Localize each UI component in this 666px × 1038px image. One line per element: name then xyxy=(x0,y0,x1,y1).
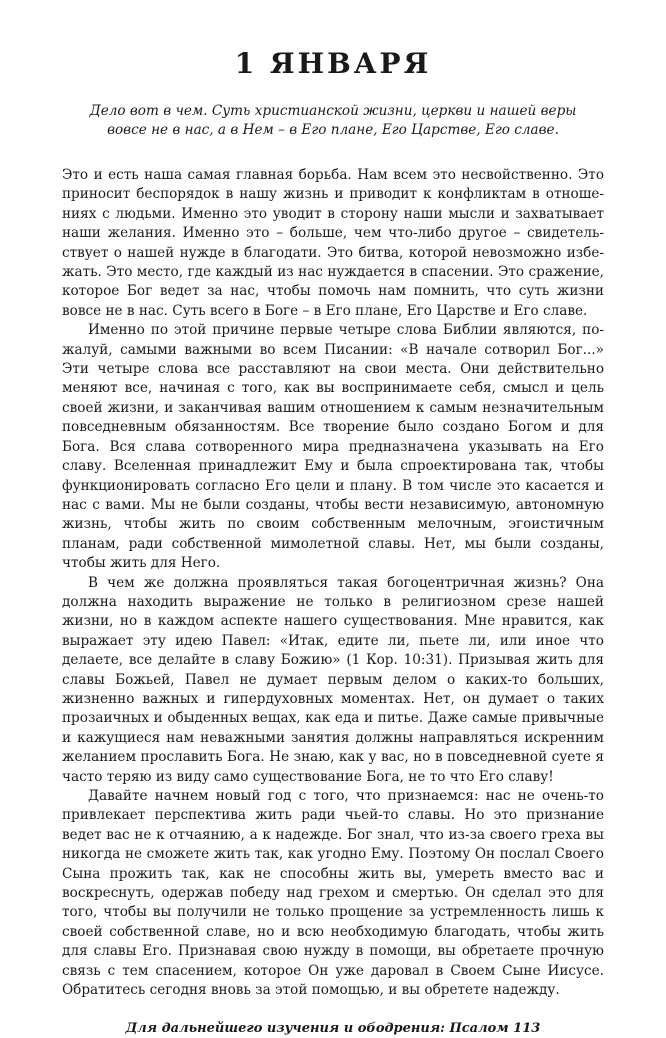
document-page xyxy=(62,44,604,1038)
paragraph-4: Давайте начнем новый год с того, что признаемся: нас не очень-то привлекает перспектива жить ради чьей-то славы. Но это признание ведет вас не к отчаянию, а к надежде. Бог знал, что из-за своего греха вы никогда не сможете жить так, как угодно Ему. Поэтому Он послал Своего Сына прожить так, как не способны жить вы, умереть вместо вас и воскреснуть, одержав победу над грехом и смертью. Он сделал это для того, чтобы вы получили не только прощение за устремленность лишь к своей собственной славе, но и всю необходимую благодать, чтобы жить для славы Его. Признавая свою нужду в помощи, вы обретаете прочную связь с тем спасением, которое Он уже даровал в Своем Сыне Иисусе. Обратитесь сегодня вновь за этой помощью, и вы обретете надежду. xyxy=(62,788,604,999)
further-study-note: Для дальнейшего изучения и ободрения: Псалом 113 xyxy=(125,1021,541,1037)
epigraph: Дело вот в чем. Суть христианской жизни, церкви и нашей веры вовсе не в нас, а в Нем – в Его плане, Его Царстве, Его славе. xyxy=(89,103,577,138)
body-text xyxy=(62,166,604,1000)
paragraph-1: Это и есть наша самая главная борьба. Нам всем это несвойственно. Это приносит беспорядок в нашу жизнь и приводит к конфликтам в отношениях с людьми. Именно это уводит в сторону наши мысли и захватывает наши желания. Именно это – больше, чем что-либо другое – свидетельствует о нашей нужде в благодати. Это битва, которой невозможно избежать. Это место, где каждый из нас нуждается в спасении. Это сражение, которое Бог ведет за нас, чтобы помочь нам помнить, что суть жизни вовсе не в нас. Суть всего в Боге – в Его плане, Его Царстве и Его славе. xyxy=(62,167,604,319)
paragraph-2: Именно по этой причине первые четыре слова Библии являются, пожалуй, самыми важными во всем Писании: «В начале сотворил Бог...» Эти четыре слова все расставляют на свои места. Они действительно меняют все, начиная с того, как вы воспринимаете себя, смысл и цель своей жизни, и заканчивая вашим отношением к самым незначительным повседневным обязанностям. Все творение было создано Богом и для Бога. Вся слава сотворенного мира предназначена указывать на Его славу. Вселенная принадлежит Ему и была спроектирована так, чтобы функционировать согласно Его цели и плану. В том числе это касается и нас с вами. Мы не были созданы, чтобы вести независимую, автономную жизнь, чтобы жить по своим собственным мелочным, эгоистичным планам, ради собственной мимолетной славы. Нет, мы были созданы, чтобы жить для Него. xyxy=(62,322,604,572)
page-title: 1 ЯНВАРЯ xyxy=(234,47,432,80)
paragraph-3: В чем же должна проявляться такая богоцентричная жизнь? Она должна находить выражение не только в религиозном срезе нашей жизни, но в каждом аспекте нашего существования. Мне нравится, как выражает эту идею Павел: «Итак, едите ли, пьете ли, или иное что делаете, все делайте в славу Божию» (1 Кор. 10:31). Призывая жить для славы Божьей, Павел не думает первым делом о каких-то больших, жизненно важных и гипердуховных моментах. Нет, он думает о таких прозаичных и обыденных вещах, как еда и питье. Даже самые привычные и кажущиеся нам неважными занятия должны направляться искренним желанием прославить Бога. Не знаю, как у вас, но в повседневной суете я часто теряю из виду само существование Бога, не то что Его славу! xyxy=(62,574,604,785)
